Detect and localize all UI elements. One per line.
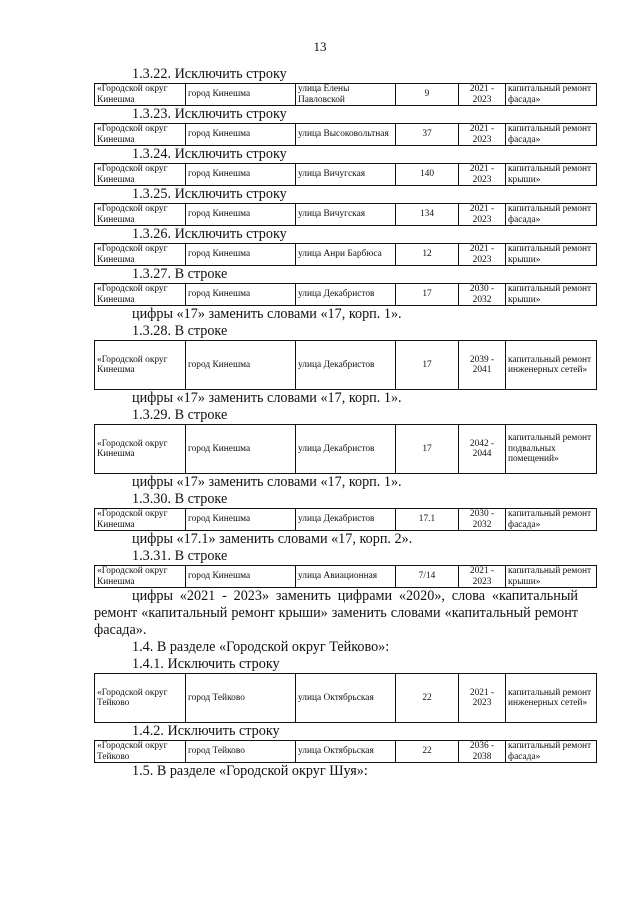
house-number-cell: 22	[396, 741, 459, 763]
house-number-cell: 9	[396, 84, 459, 106]
locality-cell: город Кинешма	[186, 244, 296, 266]
text-line: цифры «17.1» заменить словами «17, корп. 2».	[132, 531, 413, 547]
street-cell: улица Авиационная	[296, 566, 396, 588]
locality-cell: город Кинешма	[186, 84, 296, 106]
period-cell: 2021 - 2023	[459, 674, 506, 723]
text-line: 1.5. В разделе «Городской округ Шуя»:	[132, 763, 368, 779]
text-line: 1.3.25. Исключить строку	[132, 186, 287, 202]
municipality-cell: «Городской округ Кинешма	[95, 284, 186, 306]
table-row	[94, 673, 597, 723]
locality-cell: город Кинешма	[186, 509, 296, 531]
period-cell: 2021 - 2023	[459, 566, 506, 588]
table-row	[94, 83, 597, 106]
municipality-cell: «Городской округ Кинешма	[95, 124, 186, 146]
work-type-cell: капитальный ремонт крыши»	[506, 244, 597, 266]
locality-cell: город Кинешма	[186, 341, 296, 390]
table-row	[94, 340, 597, 390]
street-cell: улица Декабристов	[296, 425, 396, 474]
locality-cell: город Кинешма	[186, 124, 296, 146]
street-cell: улица Елены Павловской	[296, 84, 396, 106]
house-number-cell: 17	[396, 425, 459, 474]
period-cell: 2021 - 2023	[459, 124, 506, 146]
street-cell: улица Вичугская	[296, 164, 396, 186]
work-type-cell: капитальный ремонт фасада»	[506, 124, 597, 146]
work-type-cell: капитальный ремонт подвальных помещений»	[506, 425, 597, 474]
table-row	[94, 243, 597, 266]
house-number-cell: 134	[396, 204, 459, 226]
period-cell: 2021 - 2023	[459, 164, 506, 186]
street-cell: улица Декабристов	[296, 341, 396, 390]
table-row	[94, 123, 597, 146]
work-type-cell: капитальный ремонт крыши»	[506, 164, 597, 186]
text-line: 1.3.23. Исключить строку	[132, 106, 287, 122]
work-type-cell: капитальный ремонт инженерных сетей»	[506, 341, 597, 390]
locality-cell: город Тейково	[186, 674, 296, 723]
table-row	[94, 565, 597, 588]
locality-cell: город Кинешма	[186, 566, 296, 588]
house-number-cell: 12	[396, 244, 459, 266]
house-number-cell: 37	[396, 124, 459, 146]
house-number-cell: 17	[396, 284, 459, 306]
municipality-cell: «Городской округ Кинешма	[95, 204, 186, 226]
text-line: 1.4. В разделе «Городской округ Тейково»:	[132, 639, 390, 655]
period-cell: 2021 - 2023	[459, 204, 506, 226]
municipality-cell: «Городской округ Кинешма	[95, 509, 186, 531]
street-cell: улица Анри Барбюса	[296, 244, 396, 266]
work-type-cell: капитальный ремонт фасада»	[506, 84, 597, 106]
municipality-cell: «Городской округ Тейково	[95, 674, 186, 723]
text-line: цифры «17» заменить словами «17, корп. 1».	[132, 474, 402, 490]
locality-cell: город Кинешма	[186, 284, 296, 306]
period-cell: 2021 - 2023	[459, 84, 506, 106]
text-line: 1.3.30. В строке	[132, 491, 228, 507]
document-body	[94, 66, 592, 780]
text-line: 1.4.1. Исключить строку	[132, 656, 280, 672]
work-type-cell: капитальный ремонт крыши»	[506, 284, 597, 306]
text-line: 1.3.24. Исключить строку	[132, 146, 287, 162]
municipality-cell: «Городской округ Кинешма	[95, 566, 186, 588]
house-number-cell: 7/14	[396, 566, 459, 588]
paragraph: цифры «2021 - 2023» заменить цифрами «2020», слова «капитальный ремонт «капитальный ремонт крыши» заменить словами «капитальный ремонт фасада».	[94, 588, 578, 638]
period-cell: 2021 - 2023	[459, 244, 506, 266]
work-type-cell: капитальный ремонт фасада»	[506, 741, 597, 763]
text-line: 1.3.22. Исключить строку	[132, 66, 287, 82]
period-cell: 2039 - 2041	[459, 341, 506, 390]
municipality-cell: «Городской округ Тейково	[95, 741, 186, 763]
period-cell: 2030 - 2032	[459, 509, 506, 531]
text-line: 1.3.28. В строке	[132, 323, 228, 339]
house-number-cell: 17.1	[396, 509, 459, 531]
period-cell: 2042 - 2044	[459, 425, 506, 474]
street-cell: улица Октябрьская	[296, 741, 396, 763]
period-cell: 2030 - 2032	[459, 284, 506, 306]
locality-cell: город Кинешма	[186, 204, 296, 226]
text-line: цифры «17» заменить словами «17, корп. 1».	[132, 390, 402, 406]
table-row	[94, 424, 597, 474]
period-cell: 2036 - 2038	[459, 741, 506, 763]
municipality-cell: «Городской округ Кинешма	[95, 425, 186, 474]
locality-cell: город Кинешма	[186, 164, 296, 186]
street-cell: улица Вичугская	[296, 204, 396, 226]
house-number-cell: 17	[396, 341, 459, 390]
text-line: цифры «17» заменить словами «17, корп. 1».	[132, 306, 402, 322]
house-number-cell: 22	[396, 674, 459, 723]
table-row	[94, 740, 597, 763]
municipality-cell: «Городской округ Кинешма	[95, 84, 186, 106]
municipality-cell: «Городской округ Кинешма	[95, 164, 186, 186]
work-type-cell: капитальный ремонт фасада»	[506, 204, 597, 226]
table-row	[94, 163, 597, 186]
text-line: 1.4.2. Исключить строку	[132, 723, 280, 739]
text-line: 1.3.29. В строке	[132, 407, 228, 423]
text-line: 1.3.26. Исключить строку	[132, 226, 287, 242]
street-cell: улица Декабристов	[296, 284, 396, 306]
page-number: 13	[313, 39, 327, 54]
text-line: 1.3.27. В строке	[132, 266, 228, 282]
table-row	[94, 283, 597, 306]
work-type-cell: капитальный ремонт фасада»	[506, 509, 597, 531]
table-row	[94, 508, 597, 531]
work-type-cell: капитальный ремонт крыши»	[506, 566, 597, 588]
street-cell: улица Декабристов	[296, 509, 396, 531]
work-type-cell: капитальный ремонт инженерных сетей»	[506, 674, 597, 723]
municipality-cell: «Городской округ Кинешма	[95, 341, 186, 390]
locality-cell: город Кинешма	[186, 425, 296, 474]
street-cell: улица Высоковольтная	[296, 124, 396, 146]
text-line: 1.3.31. В строке	[132, 548, 228, 564]
locality-cell: город Тейково	[186, 741, 296, 763]
house-number-cell: 140	[396, 164, 459, 186]
street-cell: улица Октябрьская	[296, 674, 396, 723]
municipality-cell: «Городской округ Кинешма	[95, 244, 186, 266]
table-row	[94, 203, 597, 226]
